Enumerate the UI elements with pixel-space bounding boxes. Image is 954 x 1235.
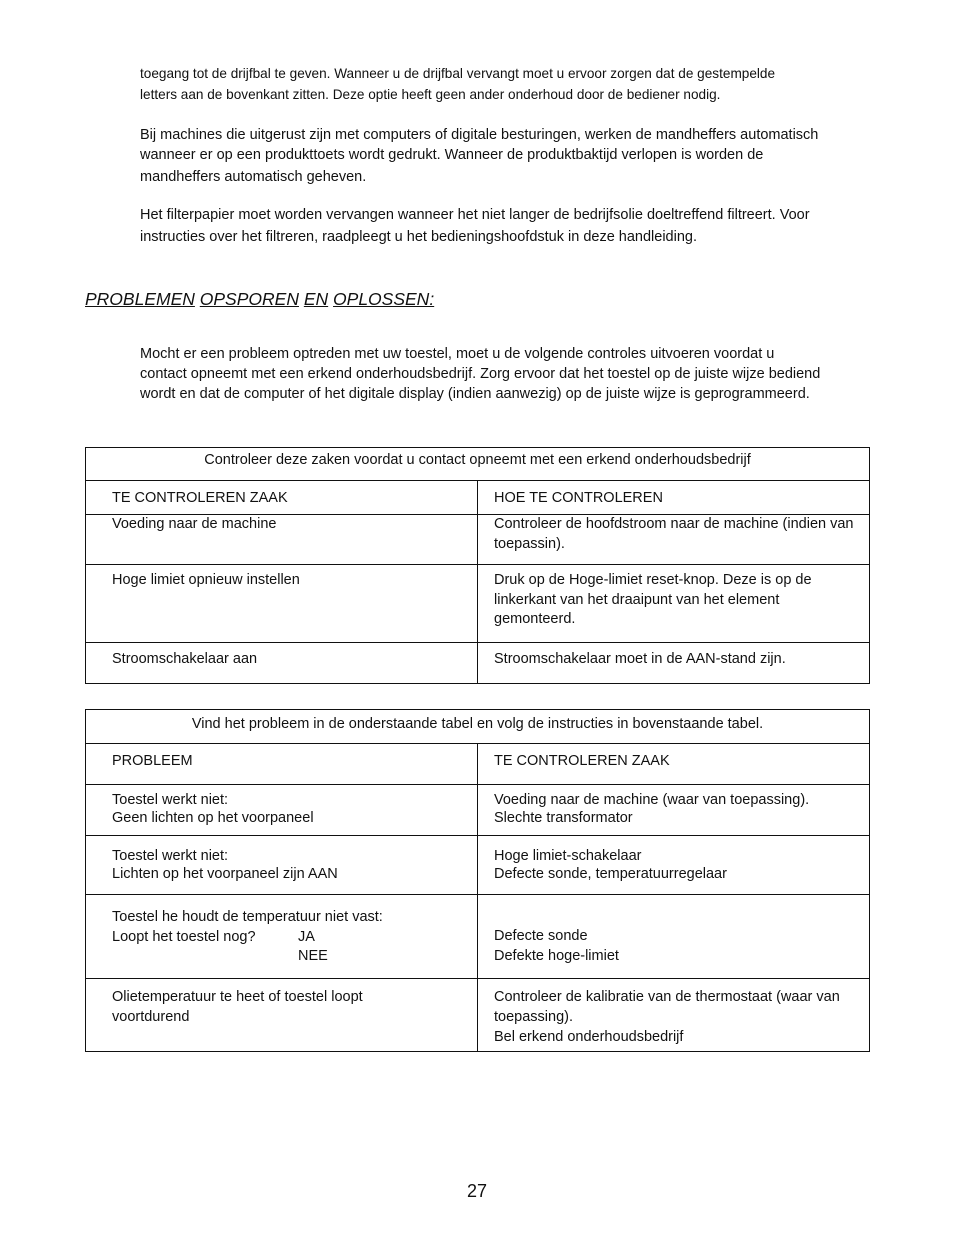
cell-line: Defecte sonde, temperatuurregelaar: [494, 866, 727, 882]
cell-line: Toestel he houdt de temperatuur niet vast:: [112, 909, 383, 925]
text-line: Mocht er een probleem optreden met uw toestel, moet u de volgende controles uitvoeren voordat u: [140, 346, 775, 362]
intro-paragraph-drijfbal: [140, 63, 875, 105]
heading-word: PROBLEMEN: [85, 289, 195, 309]
table-row: [86, 515, 870, 565]
column-header: [478, 744, 870, 785]
table-title: [86, 448, 870, 481]
table-row: [86, 565, 870, 643]
cell-line: Geen lichten op het voorpaneel: [112, 810, 314, 826]
cell-line: toepassing).: [494, 1009, 573, 1025]
table-cell: [86, 979, 478, 1052]
question-text: Loopt het toestel nog?: [112, 928, 256, 945]
column-header-text: PROBLEEM: [112, 753, 193, 769]
table-row: [86, 643, 870, 684]
column-header: [86, 744, 478, 785]
cell-line: Bel erkend onderhoudsbedrijf: [494, 1029, 684, 1045]
cell-line: Controleer de hoofdstroom naar de machine (indien van: [494, 516, 854, 532]
cell-line: Defecte sonde: [494, 928, 588, 944]
page-number: 27: [466, 1181, 488, 1201]
table-title: [86, 710, 870, 744]
table-cell: [478, 515, 870, 565]
text-line: Het filterpapier moet worden vervangen wanneer het niet langer de bedrijfsolie doeltreffend filtreert. Voor: [140, 207, 810, 223]
table-cell: [86, 643, 478, 684]
cell-line: Defekte hoge-limiet: [494, 947, 619, 964]
cell-line: [112, 947, 477, 967]
table-title-text: Controleer deze zaken voordat u contact opneemt met een erkend onderhoudsbedrijf: [204, 452, 751, 468]
cell-line: Olietemperatuur te heet of toestel loopt: [112, 989, 363, 1005]
text-line: mandheffers automatisch geheven.: [140, 169, 367, 185]
table-cell: [478, 643, 870, 684]
table-row: [86, 836, 870, 895]
cell-line: toepassin).: [494, 535, 565, 552]
cell-line: Hoge limiet-schakelaar: [494, 848, 642, 864]
section-intro: [140, 344, 875, 404]
table-cell: [478, 785, 870, 836]
checklist-table: [85, 447, 870, 684]
cell-line: Slechte transformator: [494, 810, 633, 826]
heading-word: OPLOSSEN:: [333, 289, 435, 309]
column-header-text: TE CONTROLEREN ZAAK: [494, 753, 670, 769]
cell-line: Druk op de Hoge-limiet reset-knop. Deze is op de: [494, 572, 812, 588]
table-cell: [478, 979, 870, 1052]
cell-line: [112, 928, 477, 948]
heading-word: OPSPOREN: [199, 289, 299, 309]
text-line: wordt en dat de computer of het digitale display (indien aanwezig) op de juiste wijze is geprogrammeerd.: [140, 386, 810, 402]
table-row: [86, 895, 870, 979]
section-heading: [85, 289, 434, 310]
table-row: [86, 785, 870, 836]
table-cell: [86, 895, 478, 979]
intro-paragraph-filterpapier: [140, 205, 875, 247]
table-cell: [86, 836, 478, 895]
table-title-text: Vind het probleem in de onderstaande tabel en volg de instructies in bovenstaande tabel.: [191, 716, 764, 732]
table-cell: [478, 895, 870, 979]
column-header-text: HOE TE CONTROLEREN: [494, 490, 663, 506]
cell-line: Controleer de kalibratie van de thermostaat (waar van: [494, 989, 840, 1005]
table-cell: [86, 515, 478, 565]
column-header: [86, 481, 478, 515]
heading-word: EN: [303, 289, 329, 309]
table-cell: [478, 836, 870, 895]
table-cell: [86, 785, 478, 836]
cell-line: Toestel werkt niet:: [112, 848, 229, 864]
answer-no: NEE: [298, 948, 328, 964]
text-line: letters aan de bovenkant zitten. Deze optie heeft geen ander onderhoud door de bediener nodig.: [140, 87, 721, 102]
column-header-text: TE CONTROLEREN ZAAK: [112, 490, 288, 506]
text-line: instructies over het filtreren, raadpleegt u het bedieningshoofdstuk in deze handleiding.: [140, 229, 698, 245]
intro-paragraph-mandheffers: [140, 125, 875, 187]
text-line: Bij machines die uitgerust zijn met computers of digitale besturingen, werken de mandheffers automatisch: [140, 127, 819, 143]
text-line: contact opneemt met een erkend onderhoudsbedrijf. Zorg ervoor dat het toestel op de juiste wijze bediend: [140, 366, 821, 382]
cell-line: Stroomschakelaar aan: [112, 651, 258, 667]
table-cell: [86, 565, 478, 643]
cell-line: Hoge limiet opnieuw instellen: [112, 572, 300, 588]
cell-line: Stroomschakelaar moet in de AAN-stand zijn.: [494, 651, 786, 667]
cell-line: Voeding naar de machine: [112, 516, 277, 532]
cell-line: voortdurend: [112, 1009, 190, 1025]
problem-table: [85, 709, 870, 1052]
text-line: toegang tot de drijfbal te geven. Wanneer u de drijfbal vervangt moet u ervoor zorgen dat de gestempelde: [140, 66, 776, 81]
column-header: [478, 481, 870, 515]
cell-line: gemonteerd.: [494, 611, 576, 627]
answer-yes: JA: [298, 928, 315, 945]
cell-line: Voeding naar de machine (waar van toepassing).: [494, 792, 810, 808]
table-cell: [478, 565, 870, 643]
cell-line: Toestel werkt niet:: [112, 792, 229, 808]
table-row: [86, 979, 870, 1052]
text-line: wanneer er op een produkttoets wordt gedrukt. Wanneer de produktbaktijd verlopen is worden de: [140, 147, 764, 163]
cell-line: linkerkant van het draaipunt van het element: [494, 591, 780, 608]
cell-line: Lichten op het voorpaneel zijn AAN: [112, 866, 338, 882]
